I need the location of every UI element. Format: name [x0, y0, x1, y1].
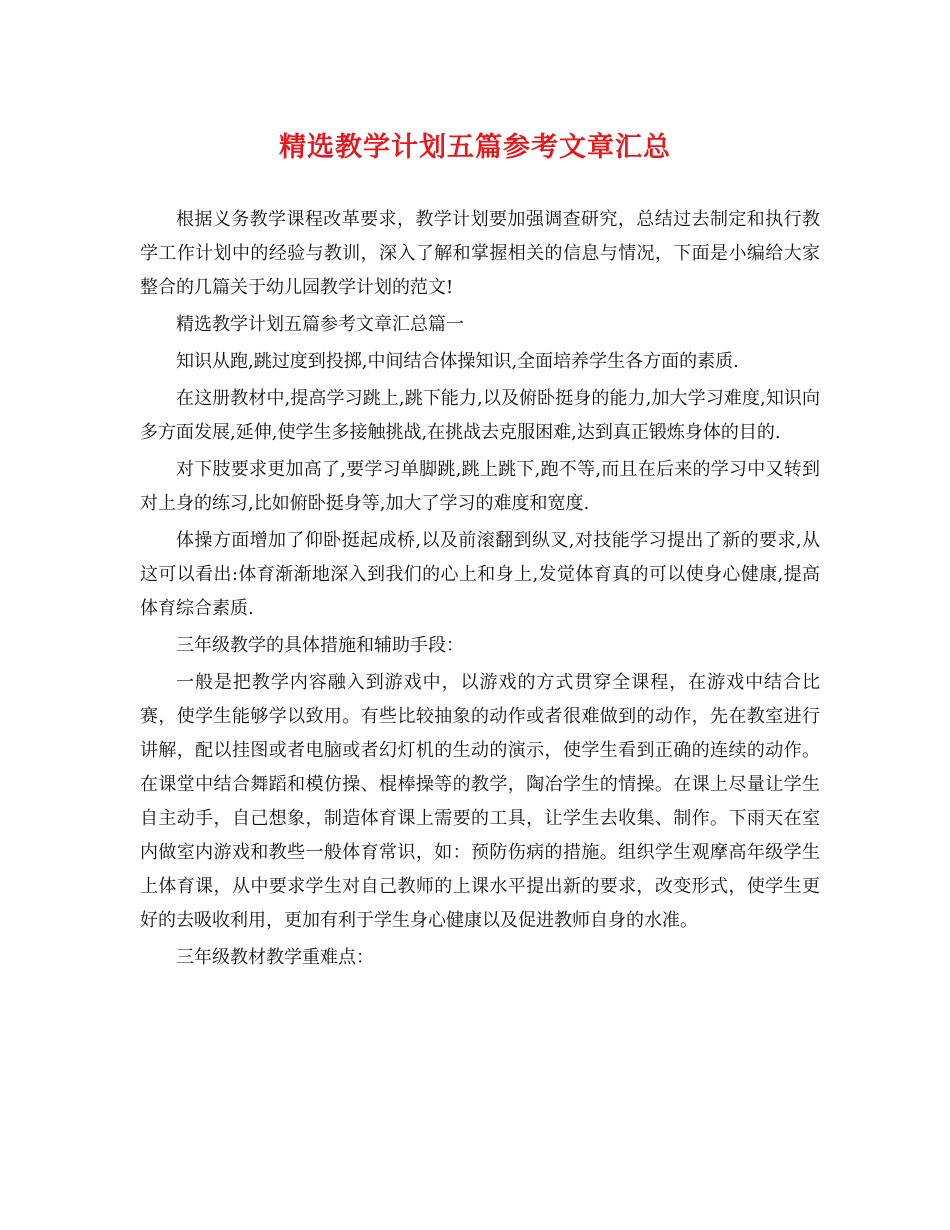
paragraph: 在这册教材中,提高学习跳上,跳下能力,以及俯卧挺身的能力,加大学习难度,知识向多方面发展,延伸,使学生多接触挑战,在挑战去克服困难,达到真正锻炼身体的目的.	[140, 388, 820, 443]
paragraph-subheading: 三年级教学的具体措施和辅助手段：	[176, 635, 464, 656]
paragraph-subheading: 三年级教材教学重难点：	[176, 947, 374, 968]
paragraph: 一般是把教学内容融入到游戏中，以游戏的方式贯穿全课程，在游戏中结合比赛，使学生能够学以致用。有些比较抽象的动作或者很难做到的动作，先在教室进行讲解，配以挂图或者电脑或者幻灯机的生动的演示，使学生看到正确的连续的动作。在课堂中结合舞蹈和模仿操、棍棒操等的教学，陶冶学生的情操。在课上尽量让学生自主动手，自己想象，制造体育课上需要的工具，让学生去收集、制作。下雨天在室内做室内游戏和教些一般体育常识，如：预防伤病的措施。组织学生观摩高年级学生上体育课，从中要求学生对自己教师的上课水平提出新的要求，改变形式，使学生更好的去吸收利用，更加有利于学生身心健康以及促进教师自身的水准。	[140, 672, 820, 931]
paragraph: 对下肢要求更加高了,要学习单脚跳,跳上跳下,跑不等,而且在后来的学习中又转到对上身的练习,比如俯卧挺身等,加大了学习的难度和宽度.	[140, 459, 820, 514]
paragraph-section-heading: 精选教学计划五篇参考文章汇总篇一	[176, 314, 464, 335]
document-title: 精选教学计划五篇参考文章汇总	[279, 132, 671, 163]
paragraph: 知识从跑,跳过度到投掷,中间结合体操知识,全面培养学生各方面的素质.	[176, 351, 739, 372]
document-body	[140, 203, 820, 978]
paragraph: 体操方面增加了仰卧挺起成桥,以及前滚翻到纵叉,对技能学习提出了新的要求,从这可以看出:体育渐渐地深入到我们的心上和身上,发觉体育真的可以使身心健康,提高体育综合素质.	[140, 530, 820, 619]
paragraph-intro: 根据义务教学课程改革要求，教学计划要加强调查研究，总结过去制定和执行教学工作计划中的经验与教训，深入了解和掌握相关的信息与情况，下面是小编给大家整合的几篇关于幼儿园教学计划的范文!	[140, 209, 820, 298]
